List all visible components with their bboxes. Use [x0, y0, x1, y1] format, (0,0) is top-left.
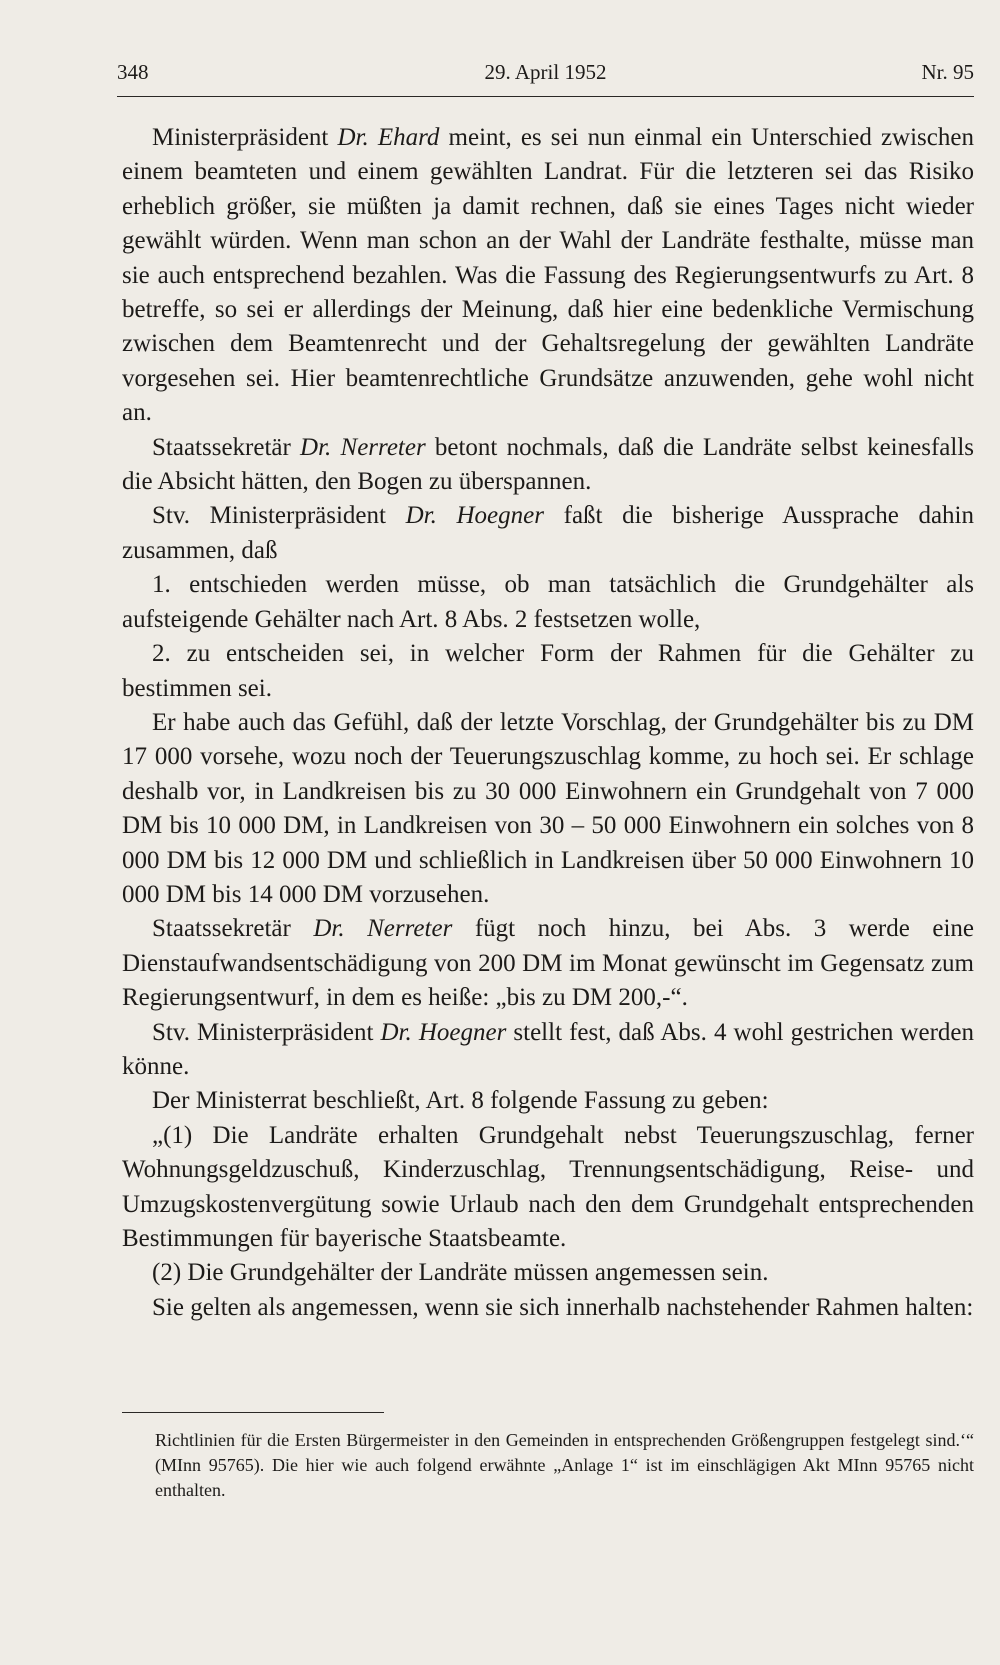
paragraph — [122, 499, 974, 568]
paragraph-text: fügt noch hinzu, bei Abs. 3 werde eine Dienstaufwandsentschädigung von 200 DM im Monat gewünscht im Gegensatz zum Regierungsentwurf, in dem es heiße: „bis zu DM 200,-“. — [122, 915, 974, 1012]
speaker-name: Dr. Hoegner — [380, 1018, 507, 1046]
paragraph — [122, 568, 974, 637]
paragraph — [122, 431, 974, 500]
paragraph-text: „(1) Die Landräte erhalten Grundgehalt nebst Teuerungszuschlag, ferner Wohnungsgeldzuschuß, Kinderzuschlag, Trennungsentschädigung, Reise- und Umzugskostenvergütung sowie Urlaub nach den dem Grundgehalt entsprechenden Bestimmungen für bayerische Staatsbeamte. — [122, 1121, 974, 1252]
paragraph-text: Staatssekretär — [152, 433, 301, 461]
paragraph — [122, 1291, 974, 1325]
paragraph-text: Sie gelten als angemessen, wenn sie sich innerhalb nachstehender Rahmen halten: — [152, 1293, 974, 1321]
speaker-name: Dr. Nerreter — [313, 915, 453, 943]
paragraph-text: (2) Die Grundgehälter der Landräte müssen angemessen sein. — [152, 1259, 769, 1287]
paragraph — [122, 121, 974, 431]
speaker-name: Dr. Ehard — [337, 124, 440, 151]
paragraph-text: betont nochmals, daß die Landräte selbst keinesfalls die Absicht hätten, den Bogen zu überspannen. — [122, 433, 974, 496]
issue-number: Nr. 95 — [921, 60, 974, 84]
paragraph — [122, 706, 974, 912]
paragraph — [122, 637, 974, 706]
paragraph-text: 2. zu entscheiden sei, in welcher Form der Rahmen für die Gehälter zu bestimmen sei. — [122, 640, 974, 702]
paragraph — [122, 912, 974, 1015]
paragraph-text: Er habe auch das Gefühl, daß der letzte Vorschlag, der Grundgehälter bis zu DM 17 000 vorsehe, wozu noch der Teuerungszuschlag komme, zu hoch sei. Er schlage deshalb vor, in Landkreisen bis zu 30 000 Einwohnern ein Grundgehalt von 7 000 DM bis 10 000 DM, in Landkreisen von 30 – 50 000 Einwohnern ein solches von 8 000 DM bis 12 000 DM und schließlich in Landkreisen über 50 000 Einwohnern 10 000 DM bis 14 000 DM vorzusehen. — [122, 708, 974, 908]
paragraph-text: faßt die bisherige Aussprache dahin zusammen, daß — [122, 502, 974, 564]
paragraph-text: stellt fest, daß Abs. 4 wohl gestrichen werden könne. — [122, 1018, 974, 1080]
paragraph-text: 1. entschieden werden müsse, ob man tatsächlich die Grundgehälter als aufsteigende Gehälter nach Art. 8 Abs. 2 festsetzen wolle, — [122, 571, 974, 633]
footnote-rule — [122, 1412, 384, 1413]
footnote — [155, 1428, 974, 1503]
paragraph-text: Stv. Ministerpräsident — [152, 502, 406, 530]
footnote-text: Richtlinien für die Ersten Bürgermeister in den Gemeinden in entsprechenden Größengruppen festgelegt sind.‘“ (MInn 95765). Die hier wie auch folgend erwähnte „Anlage 1“ ist im einschlägigen Akt MInn 95765 nicht enthalten. — [155, 1430, 974, 1500]
paragraph-text: Staatssekretär — [152, 915, 314, 943]
paragraph-text: Der Ministerrat beschließt, Art. 8 folgende Fassung zu geben: — [152, 1087, 769, 1115]
paragraph — [122, 1256, 974, 1290]
paragraph — [122, 1119, 974, 1257]
paragraph-text: Ministerpräsident — [152, 124, 338, 151]
paragraph — [122, 1016, 974, 1085]
page-header — [117, 60, 974, 97]
paragraph — [122, 1084, 974, 1118]
speaker-name: Dr. Hoegner — [405, 502, 544, 530]
paragraph-text: Stv. Ministerpräsident — [152, 1018, 381, 1046]
page-number: 348 — [117, 60, 149, 84]
body-text — [122, 121, 974, 1325]
paragraph-text: meint, es sei nun einmal ein Unterschied zwischen einem beamteten und einem gewählten Landrat. Für die letzteren sei das Risiko erheblich größer, sie müßten ja damit rechnen, daß sie eines Tages nicht wieder gewählt würden. Wenn man schon an der Wahl der Landräte festhalte, müsse man sie auch entsprechend bezahlen. Was die Fassung des Regierungsentwurfs zu Art. 8 betreffe, so sei er allerdings der Meinung, daß hier eine bedenkliche Vermischung zwischen dem Beamtenrecht und der Gehaltsregelung der gewählten Landräte vorgesehen sei. Hier beamtenrechtliche Grundsätze anzuwenden, gehe wohl nicht an. — [122, 124, 974, 427]
header-date: 29. April 1952 — [484, 60, 607, 84]
speaker-name: Dr. Nerreter — [300, 433, 426, 461]
